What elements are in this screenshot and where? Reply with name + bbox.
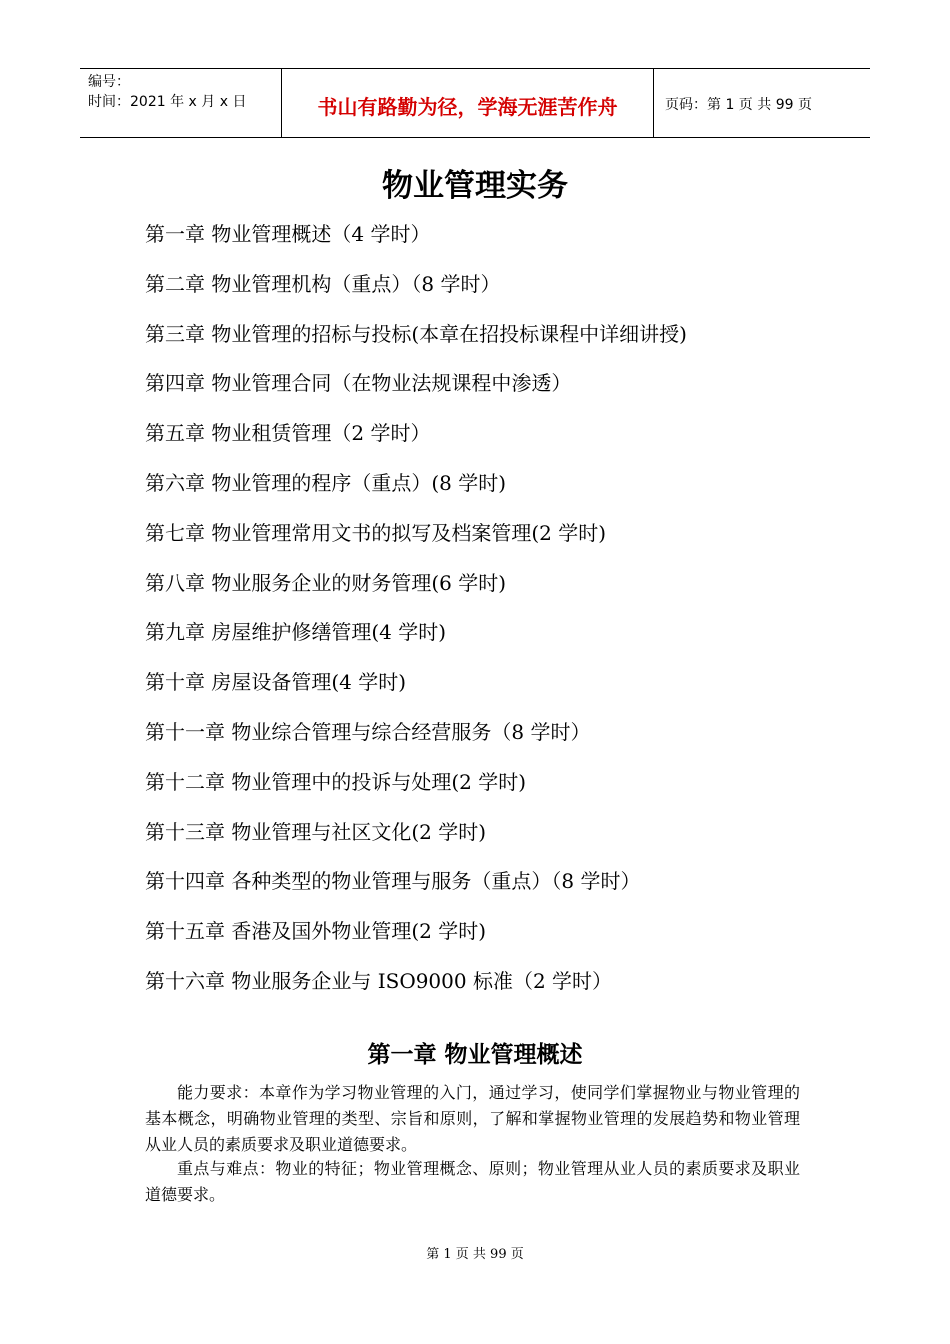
toc-item: 第十三章 物业管理与社区文化(2 学时) xyxy=(145,819,487,844)
toc-item: 第十一章 物业综合管理与综合经营服务（8 学时） xyxy=(145,719,591,744)
toc-item: 第九章 房屋维护修缮管理(4 学时) xyxy=(145,620,447,645)
toc-item: 第三章 物业管理的招标与投标(本章在招投标课程中详细讲授) xyxy=(145,321,687,346)
toc-item: 第一章 物业管理概述（4 学时） xyxy=(145,222,431,246)
ability-requirements-paragraph: 能力要求：本章作为学习物业管理的入门，通过学习，使同学们掌握物业与物业管理的基本概念，明确物业管理的类型、宗旨和原则，了解和掌握物业管理的发展趋势和物业管理从业人员的素质要求及职业道德要求。 xyxy=(145,1083,800,1154)
header-motto: 书山有路勤为径，学海无涯苦作舟 xyxy=(282,69,654,137)
table-of-contents xyxy=(145,219,687,1016)
toc-item: 第五章 物业租赁管理（2 学时） xyxy=(145,421,431,446)
key-points-paragraph: 重点与难点：物业的特征；物业管理概念、原则；物业管理从业人员的素质要求及职业道德要求。 xyxy=(145,1159,800,1204)
page-header xyxy=(80,68,870,138)
toc-item: 第十五章 香港及国外物业管理(2 学时) xyxy=(145,919,487,944)
toc-item: 第七章 物业管理常用文书的拟写及档案管理(2 学时) xyxy=(145,520,607,545)
toc-item: 第十六章 物业服务企业与 ISO9000 标准（2 学时） xyxy=(145,968,613,993)
toc-item: 第四章 物业管理合同（在物业法规课程中渗透） xyxy=(145,371,572,396)
toc-item: 第六章 物业管理的程序（重点）(8 学时) xyxy=(145,470,507,495)
toc-item: 第八章 物业服务企业的财务管理(6 学时) xyxy=(145,570,507,595)
header-page-info: 页码：第 1 页 共 99 页 xyxy=(665,97,812,113)
toc-item: 第十章 房屋设备管理(4 学时) xyxy=(145,670,407,695)
header-meta xyxy=(80,69,282,137)
page-footer: 第 1 页 共 99 页 xyxy=(426,1247,524,1262)
number-label: 编号： xyxy=(88,74,130,90)
time-label: 时间：2021 年 x 月 x 日 xyxy=(88,94,247,110)
document-title: 物业管理实务 xyxy=(382,168,568,204)
chapter-heading: 第一章 物业管理概述 xyxy=(367,1042,583,1068)
toc-item: 第十二章 物业管理中的投诉与处理(2 学时) xyxy=(145,769,527,794)
toc-item: 第二章 物业管理机构（重点）（8 学时） xyxy=(145,271,501,296)
toc-item: 第十四章 各种类型的物业管理与服务（重点）（8 学时） xyxy=(145,869,641,894)
